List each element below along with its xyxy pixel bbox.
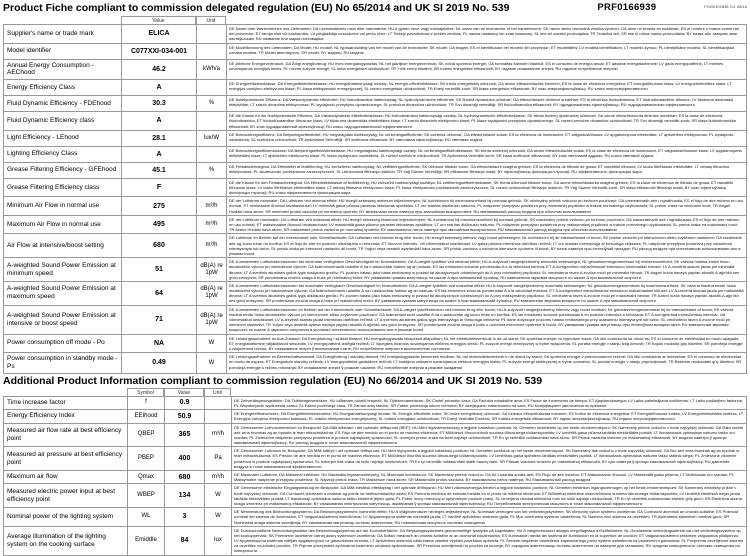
table-row — [4, 25, 747, 44]
row-value: A — [122, 80, 197, 96]
row-unit: m³/h — [197, 197, 227, 216]
row-value: 680 — [122, 234, 197, 258]
table-row — [4, 471, 747, 484]
row-unit — [197, 80, 227, 96]
table2-column-header-unit: Unit — [204, 388, 231, 396]
row-description: DE Nennleistung des Beleuchtungssystems; DA Belysningssystemets nominelle effekt; HU A világítórendszer névleges teljesítménye; NL Nominaal vermogen van het verlichtingssysteem; SK Menovitý výkon systému osvetlenia; GA Cumhacht ainmniúil an chórais soilsithe; ES Potencia nominal del sistema de iluminación; ET Valgustussüsteemi nimivõimsus; LV Apgaismojuma sistēmas nominālā jauda; LT Vardinė apšvietimo sistemos galia; PL Moc nominalna systemu oświetlenia; SL Nazivna moč sistema za osvetlitev; TR Aydınlatma sisteminin nominal gücü; SR Nominalna snaga sistema osvetljenja; BY намінальная магутнасць сістэмы асвятлення; RU номинальная мощность системы освещения — [232, 508, 747, 527]
additional-info-title: Additional Product Information compliant to commission regulation (EU) No 66/2014 and UK SI 2019 No. 539 — [3, 374, 543, 387]
table1-column-headers — [3, 16, 747, 24]
row-description: DE jährliche Energieverbrauch; DA Årligt energiforbrug; HU éves energiafogyasztás; NL het jaarlijkse energieverbruik; SK ročná spotreba energie; GA tomhaltas fuinnimh bliantúil; ES el consumo de energía anual; ET aastane energiatarbimine; LV gada energopatēriņš; LT metinės suvartojamos energijos kiekis; PL roczne zużycie energii; SL letna energetska učinkovitost; TR Yıllık enerji tüketimi; SR indeks energetske efikasnosti; BY гадавое спажыванне энергіі; RU годовое потребление энергии — [227, 60, 747, 81]
table-row — [4, 397, 747, 410]
table-row — [4, 216, 747, 235]
row-value: 51 — [122, 258, 197, 282]
row-symbol: QBEP — [128, 424, 165, 448]
table-row — [4, 197, 747, 216]
row-value: 30.3 — [122, 96, 197, 112]
table2-column-header-symbol: Symbol — [127, 388, 164, 396]
row-unit: % — [197, 96, 227, 112]
row-description: DE Fettabscheidegrad; DA Effektivitet af fedtfiltrering; HU zsírszűrési hatékonyság; NL vetfilteringsefficiëntie; SK účinnosť filtrácie tukov; GA éifeachtúlacht scagtha gréisce; ES la eficiencia de filtrado de grasa; ET rasvafiltri tõhusus; LV tauku filtrēšanas efektivitāte; LT riebalų filtravimo efektyvumas; PL skuteczność pochłaniania zanieczyszczeń; SL učinkovitost filtriranja maščob; TR Yağ Süzme Verimliliği; SR efikasnost filtriranja masti; BY эфектыўнасць фільтрацыі тлушчаў; RU эффективность фильтрации жира — [227, 163, 747, 179]
row-unit: W — [205, 484, 232, 508]
table-row — [4, 424, 747, 448]
row-value: 365 — [165, 424, 205, 448]
table1-column-header-unit: Unit — [196, 16, 226, 24]
row-description: DE A-bewerteten Luftschallemissionen bei maximaler verfügbarer Geschwindigkeit im Normalbetrieb; DA A-vægtet lydeffekt ved maksimal effekt; HU A-súlyozott hangteljesítmény maximális sebességen; NL geluidsvermogensemissie bij maximumsnelheid; SK vážená hladina emisií hluku akustického výkonu pri maximálnom výkone; GA fuaimchumhacht ualaithe A na n-astaíochtaí fuaime ag an uasluas; ES las emisiones sonoras ponderadas A a la velocidad máxima; ET A-korrigeeritud müravõimsuse emissioon maksimaalsel kiirusel; LV A-izsvērtā skaņas jauda pie maksimālā ātruma; LT A svertinis akustinės galios lygis didžiausiu greičiu; PL poziom hałasu jako hałas emitowany w postaci fal akustycznych odniesionych do A przy maksymalnej prędkości; SL vrednotena raven A zvočne moči pri maksimalni hitrosti; TR Azami hızda havaya yayılan akustik A-ağırlıklı ses gücü emisyonu; SR ponderisana zvučna snaga A buke pri maksimalnoj brzini; BY узважаная гукавая магутнасць па шкале A пры максімальнай хуткасці; RU взвешенная звуковая мощность по шкале A при максимальной скорости — [227, 282, 747, 306]
row-unit: dB(A) re 1pW — [197, 258, 227, 282]
row-description: DE die Klasse für die fluiddynamische Effizienz; DA Væskedynamisk effektivitetsklasse; HU hidrodinamikai hatékonysági osztály; NL hydrodynamische-efficiëntieklasse; SK trieda fluidnej dynamickej účinnosti; GA aicme éifeachtúlachta dinimice sreabhán; ES la clase de eficiencia fluidodinámica; ET hüdrodünaamilise tõhususe klass; LV šķidruma dinamiskās efektivitātes klase; LT srauto dinaminio efektyvumo klasė; PL klasa wydajności przepływu dynamicznego; SL razred pretočne dinamične učinkovitosti; TR Sıvı dinamiği verimlilik sınıfı; SR klasa fluidodinamičke efikasnosti; BY клас гідрадынамічнай эфектыўнасці; RU класс гидродинамической эффективности — [227, 112, 747, 131]
table-row — [4, 60, 747, 81]
row-description: DE Energieeffizienzindex; DA Energieffektivitetsindeks; HU Energiahatékonysági mutató; NL Energie-efficiëntie-index; SK Index energetickej účinnosti; GA Innéacs éifeachtúlachta fuinnimh; ES Índice de eficiencia energética; ET Energiatõhususe indeks; LV Energoefektivitātes indekss; LT Energijos vartojimo efektyvumo indeksas; PL Indeks efektywności energetycznej; SL Indeks energijske učinkovitosti; TR Enerji Verimlilik Endeksi; SR Indeks energetske efikasnosti; BY індэкс энергаэфектыўнасці; RU индекс энергоэффективности — [232, 410, 747, 423]
row-description: DE A-bewerteten Luftschallemissionen im Betrieb auf der Intensivstufe oder Schnellaufstufe; DA A-vægtet lydeffektniveau ved intensiv brug eller boost; HU A-súlyozott hangteljesítmény intenzív vagy boost módban; NL geluidsvermogensemissie bij de intensiefstand of boost; SK vážená hladina emisií hluku akustického výkonu pri intenzívnom alebo zvýšenom používaní; GA fuaimchumhacht ualaithe A na n-astaíochtaí ag socrú tréan nó borrtha; ES las emisiones sonoras ponderadas A en posición intensiva o reforzada; ET A-korrigeeritud müravõimsus intensiiv- või võimendatud seadistusel; LV A-izsvērtā skaņas jauda intensīvas darbības režīmā; LT A svertinis akustinės galios lygis intensyviąja ar forsuotąja veiksena; PL dane dotyczące poziomu hałasu emitowanego przy ustawieniu intensywnym lub turbo; SL vrednotena raven A zvočne moči pri intenzivni nastavitvi; TR Yoğun veya destekli ayarda havaya yayılan akustik A-ağırlıklı ses gücü emisyonu; SR ponderisana zvučna snaga A buke u uslovima intenzivne upotrebe ili boost; BY узважаная гукавая магутнасць пры інтэнсіўным выкарыстанні; RU взвешенная звуковая мощность по шкале A звукового излучения в условиях интенсивного использования или в режиме boost — [227, 306, 747, 335]
row-description: DE Zeitverlängerungsfaktor; DA Tidsforøgelsesfaktor; HU időtartam-növelő tényező; NL Tijdstoenamefactor; SK Činiteľ prírastku času; GA Fachtóir méadaithe ama; ES Factor de incremento de tiempo; ET Ajapikendustegur; LV Laika palielinājuma koeficients; LT Laiko padidėjimo faktorius; PL Współczynnik wydłużenia czasu; SL Faktor povečanja časa; TR Zaman artış faktörü; SR Faktor povećanja tokom vremena; BY каэфіцыент павелічэння па часе; RU Коэффициент увеличения по времени — [232, 397, 747, 410]
document-code: FOG0102848 Cd. 08/18 — [704, 4, 747, 9]
row-value: A — [122, 112, 197, 131]
row-value: C077XXI-034-001 — [122, 44, 197, 60]
row-value: 45.1 — [122, 163, 197, 179]
table-row — [4, 508, 747, 527]
table1-column-header-value: Value — [121, 16, 196, 24]
table2-column-headers — [3, 388, 747, 396]
table-row — [4, 447, 747, 471]
row-label: Measured electric power input at best efficiency point — [4, 484, 128, 508]
document-number: PRF0166939 — [597, 2, 657, 13]
row-label: Light Efficiency - LEhood — [4, 131, 122, 147]
row-label: Nominal power of the lighting system — [4, 508, 128, 527]
row-description: DE der Luftstrom minimaler; DA Luftstrøm ved minimal effekt; HU levegő sebesség minimum teljesítményen; NL luchtstroom bij minimumsnelheid bij normaal gebruik; SK minimálny prietok vzduchu pri bežnom používaní; GA íossreabhadh aeir i ngnáthúsáid; ES el flujo de aire mínimo en uso normal; ET minimaalne õhuvool tavakasutusel; LV minimālā gaisa plūsma parastas lietošanas apstākļos; LT oro srautas mažiausiu našumu; PL natężenie przepływu powietrza przy minimalnej prędkości w trakcie normalnego użytkowania; SL pretok zraka na minimalni moči; TR Asgari Hızdaki hava akımı; SR minimalni protok vazduha pri normalnoj upotrebi; BY мінімальны паток паветра пры звычайным выкарыстанні; RU минимальный расход воздуха при обычном использовании — [227, 197, 747, 216]
row-description: DE Modellkennung des Lieferanten; DA Model; HU modell; NL typeaanduiding van het model van de leverancier; SK model; GA leagan; ES el identificador del modelo del proveedor; ET mudelitähis; LV modeļa identifikators; LT modelio žymuo; PL identyfikator modelu; SL identifikacijska oznaka modela; TR Model tanımlayıcısı; SR model; BY мадэль; RU модель — [227, 44, 747, 60]
row-unit: dB(A) re 1pW — [197, 282, 227, 306]
row-label: A-weighted Sound Power Emission at maximum speed — [4, 282, 122, 306]
row-label: Air Flow at intensive/boost setting — [4, 234, 122, 258]
row-label: Energy Efficiency Class — [4, 80, 122, 96]
table-row — [4, 282, 747, 306]
row-unit: W — [197, 335, 227, 354]
table-row — [4, 234, 747, 258]
table-row — [4, 131, 747, 147]
row-description: DE Name oder Warenzeichen des Lieferanten; DA Leverandørens navn eller varemærke; HU a gyártó neve vagy márkajelzése; NL naam van de leverancier of het handelsmerk; SK názov alebo obchodná značka výrobcu; GA ainm nó branda an tsoláthraí; ES el nombre o marca comercial del proveedor; ET tarnija nimi või kaubamärk; LV piegādātāja nosaukums vai preču zīme; LT Tiekėjo pavadinimas ir prekės ženklas; PL nazwa dostawcy lub znak towarowy; SL ime ali oznaka proizvajalca; TR Tedarikçi adı; SR ime ili robna marka proizvođača; BY назва або таварны знак пастаўшчыка; RU название или марка поставщика — [227, 25, 747, 44]
row-value: 46.2 — [122, 60, 197, 81]
row-unit: % — [197, 163, 227, 179]
row-value: 64 — [122, 282, 197, 306]
row-unit: m³/h — [205, 424, 232, 448]
row-value: 50.9 — [165, 410, 205, 423]
row-unit — [197, 25, 227, 44]
row-label: Maximum air flow — [4, 471, 128, 484]
row-value: 400 — [165, 447, 205, 471]
table2-header-spacer — [3, 388, 127, 396]
row-description: DE A-bewerteten Luftschallemissionen bei minimaler verfügbarer Geschwindigkeit im Normalbetrieb; DA A-vægtet lydeffekt ved minimal effekt; HU A-súlyozott hangteljesítmény minimális sebességen; NL geluidsvermogensemissie bij minimumsnelheid; SK vážená hladina emisií hluku akustického výkonu pri minimálnom výkone; GA fuaimchumhacht ualaithe A na n-astaíochtaí fuaime ag an íosluas; ES las emisiones sonoras ponderadas A a la velocidad mínima; ET A-korrigeeritud müravõimsuse emissioon minimaalsel kiirusel; LV A-izsvērtā skaņas jauda pie minimālā ātruma; LT A svertinis akustinės galios lygis mažiausiu greičiu; PL poziom hałasu jako hałas emitowany w postaci fal akustycznych odniesionych do A przy minimalnej prędkości; SL vrednotena raven A zvočne moči pri minimalni hitrosti; TR Asgari hızda havaya yayılan akustik A-ağırlıklı ses gücü emisyonu; SR ponderisana zvučna snaga A buke pri minimalnoj brzini; BY узважаная гукавая магутнасць па шкале A пры мінімальнай хуткасці; RU взвешенная звуковая мощность по шкале A при минимальной скорости — [227, 258, 747, 282]
table-row — [4, 112, 747, 131]
row-label: A-weighted Sound Power Emission at minimum speed — [4, 258, 122, 282]
row-unit — [205, 410, 232, 423]
table-row — [4, 80, 747, 96]
row-label: Maximum Air Flow in normal use — [4, 216, 122, 235]
row-value: ELICA — [122, 25, 197, 44]
row-unit: m³/h — [197, 216, 227, 235]
row-symbol: f — [128, 397, 165, 410]
row-label: Power consumption in standby mode - Ps — [4, 353, 122, 374]
row-label: Minimum Air Flow in normal use — [4, 197, 122, 216]
row-unit — [205, 397, 232, 410]
row-description: DE Leistungsaufnahme im Aus-Zustand; DA Energiforbrug i slukket tilstand; HU energiafogyasztás kikapcsolt állapotban; NL het elektriciteitsverbruik in de uit-stand; SK spotreba energie vo vypnutom stave; GA ídiú cumhachta sa mhód as; ES el consumo de electricidad en modo apagado; ET energiatarbimine väljalülitatud seisundis; LV energopatēriņš izslēgtā režīmā; LT išjungties būsenos suvartojamos elektros energijos kiekis; PL zużycie energii elektrycznej w trybie wyłączenia; SL poraba energije v stanju izključenosti; TR Kapalı moddaki güç tüketimi; SR potrošnja energije u isključenom režimu; BY спажыванне энергіі ў выключаным стане; RU потребление энергии в выключенном состоянии — [227, 335, 747, 354]
row-label: Annual Energy Consumption - AEChood — [4, 60, 122, 81]
row-label: Measured air flow rate at best efficiency point — [4, 424, 128, 448]
table-row — [4, 353, 747, 374]
row-value: 3 — [165, 508, 205, 527]
product-fiche-table — [3, 24, 747, 374]
page-title: Product Fiche compliant to commission delegated regulation (EU) No 65/2014 and UK SI 2019 No. 539 — [3, 2, 510, 14]
row-unit: m³/h — [205, 471, 232, 484]
row-value: 84 — [165, 527, 205, 556]
row-label: A-weighted Sound Power Emission at intensive or boost speed — [4, 306, 122, 335]
row-value: 28.1 — [122, 131, 197, 147]
row-description: DE Luftstrom im Betrieb auf der Intensivstufe oder Schnellaufstufe; DA Luftstrøm ved intensiv brug eller boost; HU levegő sebesség intenzív vagy boost sebességen; NL luchtstroom bij de intensiefstand of boost; SK prietok vzduchu pri intenzívnom alebo zvýšenom nastavení; GA sreabhadh aeir ag socrú tréan nó borrtha; ES el flujo de aire en posición ultrarrápida o reforzada; ET õhuvool intensiiv- või võimendatud seadistusel; LV gaisa plūsma intensīvas darbības režīmā; LT oro srautas intensyviąja ar forsuotąja veiksena; PL natężenie przepływu powietrza przy ustawieniu intensywnym lub turbo; SL pretok zraka pri intenzivni nastavitvi ali boost; TR Yoğun veya destekli ayarlardaki hava akımı; SR protok vazduha u uslovima intenzivne upotrebe ili boost; BY паток паветра пры інтэнсіўнай наладзе; RU расход воздуха при интенсивном использовании или в режиме boost — [227, 234, 747, 258]
row-value: 0.49 — [122, 353, 197, 374]
row-description: DE Gemessener Luftvolumenstrom im Bestpunkt; DA Målt luftstrøm i det optimale driftspunkt (BEP); HU Mért légáramsebesség a legjobb hatásfokú pontban; NL Gemeten luchtdebiet op het beste-rendementspunt; SK Nameraný prietok vzduchu v bode najvyššej účinnosti; GA Ráta sreafa aeir arna thomhas ag an bpointe is fearr éifeachtúlachta; ES Flujo de aire medido en el punto de máxima eficiencia; ET Mõõdetud õhuvooluhulk suurima tõhususega töötamispunktis; LV Izmērītā gaisa plūsma labākās efektivitātes punktā; LT Išmatuotasis optimalaus našumo taško oro srautas; PL Zmierzone natężenie przepływu powietrza w punkcie największej sprawności; SL Izmerjen pretok zraka na točki najvišje učinkovitosti; TR En iyi verimlilik noktasındaki hava akımı; SR Protok vazduha izmeren pri maksimalnoj efikasnosti; BY выдаткі паветра ў кропцы максімальнай эфектыўнасці; RU расход воздуха в точке максимальной эффективности — [232, 424, 747, 448]
row-label: Model identifier — [4, 44, 122, 60]
table-row — [4, 179, 747, 198]
row-label: Average illumination of the lighting system on the cooking surface — [4, 527, 128, 556]
row-label: Time increase factor — [4, 397, 128, 410]
row-description: DE Leistungsaufnahme im Bereitschaftszustand; DA Energiforbrug i standby-tilstand; HU energiafogyasztás készenléti módban; NL het elektriciteitsverbruik in de stand-by-stand; SK spotreba energie v pohotovostnom režime; GA ídiú cumhachta ar fuireachas; ES el consumo de electricidad en modo de espera; ET Energiakulu standby režiimis; LV energopatēriņš gaidstāves režīmā; LT budėjimo veiksena suvartojamos elektros energijos kiekis; PL zużycie energii elektrycznej w trybie czuwania; SL poraba energije v stanju pripravljenosti; TR Bekleme modundaki güç tüketimi; SR potrošnja energije u režimu mirovanja; BY спажыванне энергіі ў рэжыме чакання; RU потребление энергии в режиме ожидания — [227, 353, 747, 374]
table-row — [4, 335, 747, 354]
row-description: DE Gemessene elektrische Eingangsleistung im Bestpunkt; DA Målt elektrisk effektoptag i det optimale driftspunkt; HU Mért villamosenergia-felvétel a legjobb hatásfokú pontban; NL Gemeten elektrisch ingangsvermogen op het beste-rendementspunt; SK Nameraný elektrický príkon v bode najvyššej účinnosti; GA Cumhacht leictreach a chaitear ag pointe na héifeachtúlachta uasta; ES Potencia eléctrica de entrada medida en el punto de máxima eficiencia; ET Mõõdetud elektriline sisendvõimsus suurima tõhususega töötamispunktis; LV Izmērītā elektriskā ieejas jauda labākās efektivitātes punktā; LT Išmatuotoji optimalaus našumo taško elektrinė įėjimo galia; PL Pobór mocy mierzony w optymalnym punkcie pracy; SL Izmerjena vhodna električna moč na točki najvišje učinkovitosti; TR En iyi verimlilik noktasındaki elektrik giriş gücü; SR Električna ulazna snaga izmerena pri maksimalnoj efikasnosti; BY спажываная электрычная магутнасць, вымераная ў кропцы максімальнай эфектыўнасці; RU Потребляемая электрическая мощность в точке максимальной эффективности — [232, 484, 747, 508]
row-label: Fluid Dynamic Efficiency - FDEhood — [4, 96, 122, 112]
table-row — [4, 258, 747, 282]
row-symbol: WBEP — [128, 484, 165, 508]
table-row — [4, 163, 747, 179]
row-unit — [197, 44, 227, 60]
row-description: DE Maximaler Luftstrom; DA Maksimal luftstrøm; HU Maximális légáramsebesség; NL Maximale luchtstroom; SK Maximálny prietok vzduchu; GA An t-uasráta sreafa aeir; ES Flujo de aire máximo; ET Maksimaalne õhuvool; LV Maksimālā gaisa plūsma; LT Didžiausias oro srautas; PL Maksymalne natężenie przepływu powietrza; SL Največji pretok zraka; TR Maksimum hava akımı; SR Maksimalni protok vazduha; BY максімальны паток паветра; RU Максимальный расход воздуха — [232, 471, 747, 484]
row-description: DE Gemessener Luftdruck im Bestpunkt; DA Målt lufttryk i det optimale driftspunkt; HU Mért légnyomás a legjobb hatásfokú pontban; NL Gemeten luchtdruk op het beste-rendementspunt; SK Nameraný tlak vzduchu v bode najvyššej účinnosti; GA Brú aeir arna thomhas ag an bpointe is fearr éifeachtúlachta; ES Presión de aire medida en el punto de máxima eficiencia; ET Mõõdetud õhurõhk suurima tõhususega töötamispunktis; LV Izmērītais gaisa spiediens labākās efektivitātes punktā; LT Išmatuotasis optimalaus našumo taško statinis slėgis; PL Zmierzone ciśnienie powietrza w punkcie największej sprawności; SL Izmerjen tlak zraka na točki najvišje učinkovitosti; TR En iyi verimlilik noktasındaki statik basınç farkı; SR Pritisak vazduha izmeren pri maksimalnoj efikasnosti; BY ціск паветра ў кропцы максімальнай эфектыўнасці; RU давление воздуха в точке максимальной эффективности — [232, 447, 747, 471]
row-value: 134 — [165, 484, 205, 508]
row-symbol: PBEP — [128, 447, 165, 471]
row-unit: m³/h — [197, 234, 227, 258]
row-unit — [197, 112, 227, 131]
row-unit: lux — [205, 527, 232, 556]
row-value: 680 — [165, 471, 205, 484]
table-row — [4, 410, 747, 423]
row-unit: Pa — [205, 447, 232, 471]
row-symbol: WL — [128, 508, 165, 527]
row-unit: lux/W — [197, 131, 227, 147]
row-unit — [197, 147, 227, 163]
table2-column-header-value: Value — [164, 388, 204, 396]
row-label: Supplier's name or trade mark — [4, 25, 122, 44]
row-description: DE Beleuchtungseffizienzklasse; DA Belysningseffektivitetsklasse; HU megvilágítási hatékonysági osztály; NL verlichtingsefficiëntieklasse; SK trieda svetelnej účinnosti; GA aicme éifeachtúlachta solais; ES la clase de eficiencia de iluminación; ET valgustustõhususe klass; LV apgaismojuma efektivitātes klase; LT apšvietimo efektyvumo klasė; PL klasa wydajności oświetlenia; SL razred svetlobne učinkovitosti; TR Aydınlatma Verimlilik sınıfı; SR klasa svetlosne efikasnosti; BY клас светлавой аддачы; RU класс световой отдачи — [227, 147, 747, 163]
row-description: DE Durchschnittliche Beleuchtungsstärke des Beleuchtungssystems auf der Kochoberfläche; DA Belysningssystemets gennemsnitlige lysstyrke på kogefladen; HU A világítórendszer átlagos megvilágítása a főzőfelületen; NL Gemiddelde verlichtingssterkte van het verlichtingssysteem op het kookoppervlak; SK Priemerné osvetlenie varnej dosky systémom osvetlenia; GA Soilsiú meánach an chórais soilsithe ar an dromchla cócaireachta; ES Iluminación media del sistema de iluminación en la superficie de cocción; ET Valgustussüsteemi keskmine valgustatus pliidipinnal; LV Apgaismojuma sistēmas vidējais apgaismojums uz gatavošanas virsmas; LT Apšvietimo sistemos užtikrinama vidutinė viryklės paviršiaus apšvieta; PL Średnie natężenie oświetlenia zapewnianego przez system oświetlenia na powierzchni gotowania; SL Povprečna osvetljenost sistema za osvetlitev na kuhalni površini; TR Pişirme yüzeyindeki aydınlatma sisteminin ortalama aydınlatması; SR Prosečna osvetljenost na površini za kuvanje; BY сярэдняя асветленасць сістэмы асвятлення на паверхні для гатавання; RU средняя освещенность системы освещения на поверхности — [232, 527, 747, 556]
row-label: Grease Filtering Efficiency class — [4, 179, 122, 198]
row-unit — [197, 179, 227, 198]
row-description: DE Beleuchtungseffizienz; DA Belysningseffektivitet; HU megvilágítási hatékonyság; NL verlichtingsefficiëntie; SK svetelná účinnosť; GA éifeachtúlacht solais; ES la eficiencia de iluminación; ET valgustustõhusus; LV apgaismojuma efektivitāte; LT apšvietimo efektyvumas; PL wydajność oświetlenia; SL svetlobna učinkovitost; TR Aydınlatma Verimliliği; SR svetlosna efikasnost; BY светлавая эфектыўнасць; RU световая отдача — [227, 131, 747, 147]
additional-info-table — [3, 396, 747, 556]
row-label: Grease Filtering Efficiency - GFEhood — [4, 163, 122, 179]
row-unit: dB(A) re 1pW — [197, 306, 227, 335]
row-description: DE die Klasse für den Fettabscheidegrad; DA Effektivitetsklasse af fedtfiltrering; HU zsírszűrő hatékonysági osztálya; NL vetfilteringsefficiëntieklasse; SK trieda účinnosti filtrácie tukov; GA aicme éifeachtúlachta scagtha gréisce; ES la clase de eficiencia de filtrado de grasa; ET rasvafiltri tõhususe klass; LV tauku filtrēšanas efektivitātes klase; LT riebalų filtravimo efektyvumo klasė; PL klasa efektywności pochłaniania zanieczyszczeń; SL razred učinkovitosti filtriranja maščob; TR Yağ Süzme Verimlilik sınıfı; SR klasa efikasnosti filtriranja masti; BY клас эфектыўнасці фільтрацыі тлушчаў; RU класс эффективности фильтрации жира — [227, 179, 747, 198]
table-row — [4, 306, 747, 335]
row-description: DE der Luftstrom maximaler; DA Luftstrøm ved maksimal effekt; HU levegő sebesség maximum teljesítményen; NL luchtstroom bij maximumsnelheid bij normaal gebruik; SK maximálny prietok vzduchu pri bežnom používaní; GA uassreabhadh aeir i ngnáthúsáid; ES el flujo de aire máximo en uso normal; ET maksimaalne õhuvool tavakasutusel; LV maksimālā gaisa plūsma parastas lietošanas apstākļos; LT oro srautas didžiausiu našumu; PL natężenie przepływu powietrza przy maksymalnej prędkości w trakcie normalnego użytkowania; SL pretok zraka na maksimalni moči; TR Azami Hızdaki hava akımı; SR maksimalni protok vazduha pri normalnoj upotrebi; BY максімальны паток паветра пры звычайным выкарыстанні; RU максимальный расход воздуха при обычном использовании — [227, 216, 747, 235]
row-unit: kWh/a — [197, 60, 227, 81]
table1-header-spacer — [3, 16, 121, 24]
row-label: Power consumption off mode - Po — [4, 335, 122, 354]
row-label: Lighting Efficiency Class — [4, 147, 122, 163]
table-row — [4, 44, 747, 60]
row-symbol: EEIhood — [128, 410, 165, 423]
table-row — [4, 96, 747, 112]
row-symbol: Emiddle — [128, 527, 165, 556]
row-symbol: Qmax — [128, 471, 165, 484]
row-label: Energy Efficiency Index — [4, 410, 128, 423]
row-value: 0.9 — [165, 397, 205, 410]
row-value: F — [122, 179, 197, 198]
row-description: DE Energieeffizienzklasse; DA Energieffektivitetsklasse; HU energiahatékonysági osztály; NL energie-efficiëntieklasse; SK trieda energetickej účinnosti; GA aicme éifeachtúlachta fuinnimh; ES la clase de eficiencia energética; ET energiatõhususe klass; LV energoefektivitātes klase; LT energijos vartojimo efektyvumo klasė; PL klasa efektywności energetycznej; SL razred energetske učinkovitosti; TR Enerji verimlilik sınıfı; SR klasa energetske efikasnosti; BY клас энергаэфектыўнасці; RU класс энергоэффективности — [227, 80, 747, 96]
row-value: 495 — [122, 216, 197, 235]
row-value: A — [122, 147, 197, 163]
table-row — [4, 527, 747, 556]
row-description: DE fluiddynamische Effizienz; DA Væskedynamisk effektivitet; HU hidrodinamikai hatékonyság; NL hydrodynamische efficiëntie; SK fluidná dynamická účinnosť; GA éifeachtúlacht dinimice sreabhán; ES la eficiencia fluidodinámica; ET hüdrodünaamiline tõhusus; LV šķidruma dinamiskā efektivitāte; LT srauto dinaminis efektyvumas; PL wydajność przepływu dynamicznego; SL pretočna dinamična učinkovitost; TR Sıvı dinamiği verimliliği; SR fluidodinamička efikasnost; BY гідрадынамічная эфектыўнасць; RU гидродинамическая эффективность — [227, 96, 747, 112]
row-unit: W — [197, 353, 227, 374]
row-label: Measured air pressure at best efficiency point — [4, 447, 128, 471]
row-value: 275 — [122, 197, 197, 216]
row-label: Fluid Dynamic Efficiency class — [4, 112, 122, 131]
row-value: NA — [122, 335, 197, 354]
row-value: 71 — [122, 306, 197, 335]
table-row — [4, 147, 747, 163]
document-header — [3, 2, 747, 15]
table-row — [4, 484, 747, 508]
row-unit: W — [205, 508, 232, 527]
